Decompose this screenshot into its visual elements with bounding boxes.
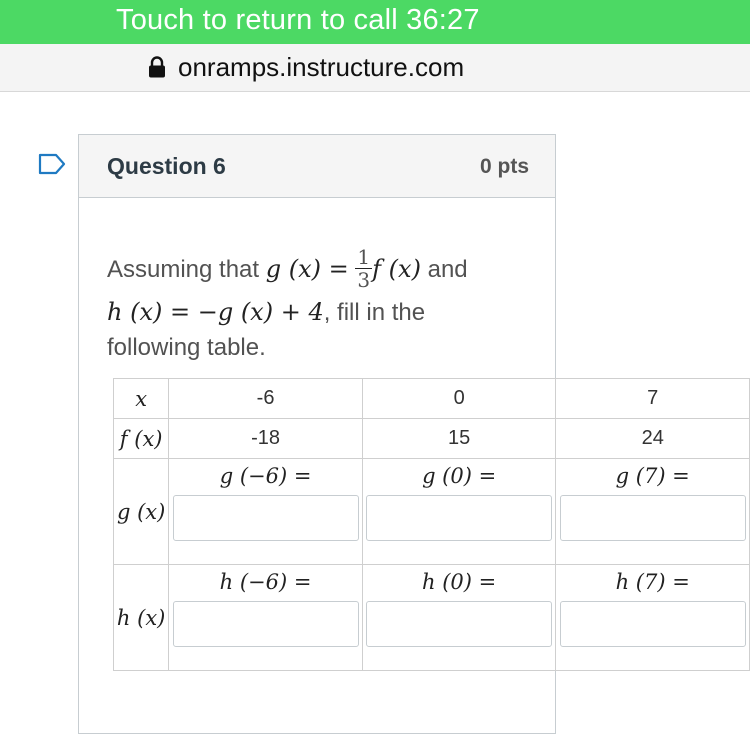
g-prompt-2: g (0) = xyxy=(422,464,497,488)
call-bar-text: Touch to return to call 36:27 xyxy=(116,4,480,36)
h-prompt-3: h (7) = xyxy=(615,570,690,594)
question-prompt-line-2 xyxy=(107,297,425,328)
row-label-x: x xyxy=(114,379,169,419)
question-prompt-line-3 xyxy=(107,333,266,363)
bookmark-flag-icon[interactable] xyxy=(38,153,66,175)
x-value-2: 0 xyxy=(362,379,556,419)
row-label-g: g (x) xyxy=(114,459,169,565)
fraction-denominator: 3 xyxy=(357,268,371,292)
g-definition-lhs: g (x) = xyxy=(265,254,349,283)
g-answer-input-2[interactable] xyxy=(366,495,552,541)
g-cell-3 xyxy=(556,459,750,565)
prompt-and: and xyxy=(427,255,468,283)
table-row-f xyxy=(114,419,750,459)
row-label-f: f (x) xyxy=(114,419,169,459)
h-definition: h (x) = −g (x) + 4 xyxy=(107,298,324,326)
prompt-fill-in: , fill in the xyxy=(323,299,426,326)
f-value-1: -18 xyxy=(169,419,363,459)
x-value-3: 7 xyxy=(556,379,750,419)
question-title: Question 6 xyxy=(107,153,226,179)
table-row-x xyxy=(114,379,750,419)
fraction-numerator: 1 xyxy=(357,245,371,269)
h-answer-input-3[interactable] xyxy=(560,601,746,647)
answer-table xyxy=(113,378,750,671)
h-prompt-1: h (−6) = xyxy=(219,570,312,594)
question-prompt-line-1 xyxy=(107,245,468,293)
row-label-h: h (x) xyxy=(114,565,169,671)
return-to-call-bar[interactable] xyxy=(0,0,750,44)
g-answer-input-1[interactable] xyxy=(173,495,359,541)
table-row-g xyxy=(114,459,750,565)
h-prompt-2: h (0) = xyxy=(422,570,497,594)
g-cell-2 xyxy=(362,459,556,565)
prompt-assuming: Assuming that xyxy=(107,255,260,283)
f-value-3: 24 xyxy=(556,419,750,459)
lock-icon xyxy=(148,56,166,78)
f-value-2: 15 xyxy=(362,419,556,459)
url-text: onramps.instructure.com xyxy=(178,52,465,82)
fraction-one-third xyxy=(355,246,372,291)
question-points: 0 pts xyxy=(479,155,529,178)
h-cell-2 xyxy=(362,565,556,671)
question-header xyxy=(79,135,555,198)
x-value-1: -6 xyxy=(169,379,363,419)
browser-url-bar[interactable] xyxy=(0,44,750,92)
g-answer-input-3[interactable] xyxy=(560,495,746,541)
g-cell-1 xyxy=(169,459,363,565)
h-answer-input-2[interactable] xyxy=(366,601,552,647)
table-row-h xyxy=(114,565,750,671)
h-answer-input-1[interactable] xyxy=(173,601,359,647)
h-cell-1 xyxy=(169,565,363,671)
prompt-following-table: following table. xyxy=(107,334,266,361)
g-prompt-3: g (7) = xyxy=(615,464,690,488)
g-prompt-1: g (−6) = xyxy=(219,464,312,488)
h-cell-3 xyxy=(556,565,750,671)
g-definition-rhs: f (x) xyxy=(372,254,421,283)
